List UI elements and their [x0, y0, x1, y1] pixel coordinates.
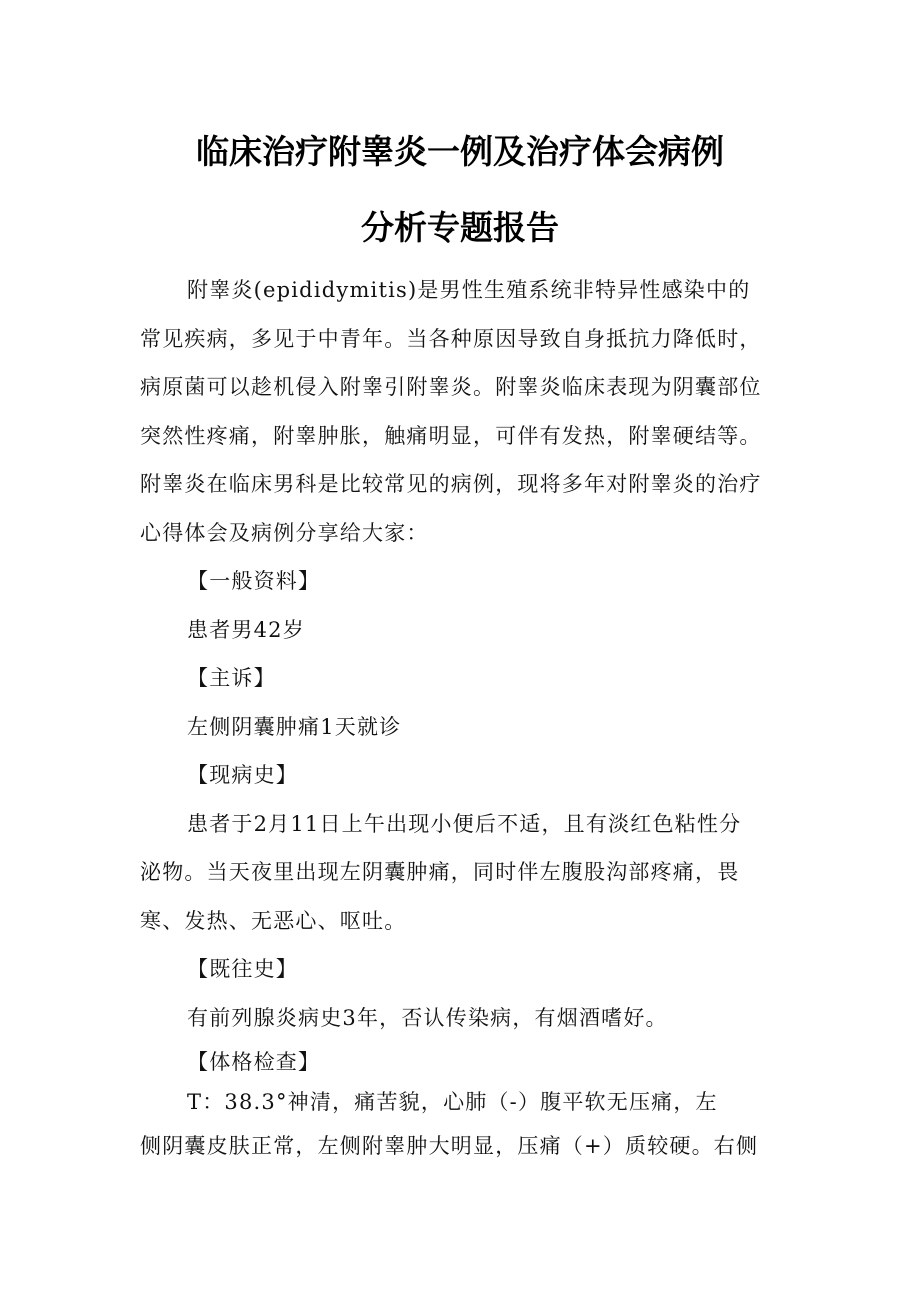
title-line-1: 临床治疗附睾炎一例及治疗体会病例	[196, 132, 724, 171]
complaint-text: 左侧阴囊肿痛1天就诊	[187, 714, 402, 739]
section-heading-general: 【一般资料】	[187, 569, 321, 593]
intro-paragraph	[140, 266, 795, 557]
intro-line: 常见疾病，多见于中青年。当各种原因导致自身抵抗力降低时，	[140, 326, 762, 351]
document-body	[140, 266, 795, 1171]
intro-line: 心得体会及病例分享给大家：	[140, 520, 429, 545]
present-line: 寒、发热、无恶心、呕吐。	[140, 908, 407, 933]
exam-line: 侧阴囊皮肤正常，左侧附睾肿大明显，压痛（+）质较硬。右侧	[140, 1134, 759, 1158]
intro-line: 病原菌可以趁机侵入附睾引附睾炎。附睾炎临床表现为阴囊部位	[140, 375, 762, 399]
section-heading-exam: 【体格检查】	[187, 1050, 321, 1074]
intro-line: 附睾炎(epididymitis)是男性生殖系统非特异性感染中的	[187, 278, 751, 302]
section-heading-present: 【现病史】	[187, 763, 298, 787]
intro-line: 突然性疼痛，附睾肿胀，触痛明显，可伴有发热，附睾硬结等。	[140, 423, 762, 448]
section-heading-complaint: 【主诉】	[187, 666, 276, 690]
intro-line: 附睾炎在临床男科是比较常见的病例，现将多年对附睾炎的治疗	[140, 472, 762, 496]
present-line: 泌物。当天夜里出现左阴囊肿痛，同时伴左腹股沟部疼痛，畏	[140, 860, 740, 884]
section-heading-past: 【既往史】	[187, 957, 298, 981]
title-line-2: 分析专题报告	[361, 208, 559, 247]
present-line: 患者于2月11日上午出现小便后不适，且有淡红色粘性分	[187, 811, 742, 836]
past-text: 有前列腺炎病史3年，否认传染病，有烟酒嗜好。	[187, 1005, 668, 1030]
general-text: 患者男42岁	[187, 617, 305, 642]
exam-line: T：38.3°神清，痛苦貌，心肺（-）腹平软无压痛，左	[187, 1090, 718, 1114]
